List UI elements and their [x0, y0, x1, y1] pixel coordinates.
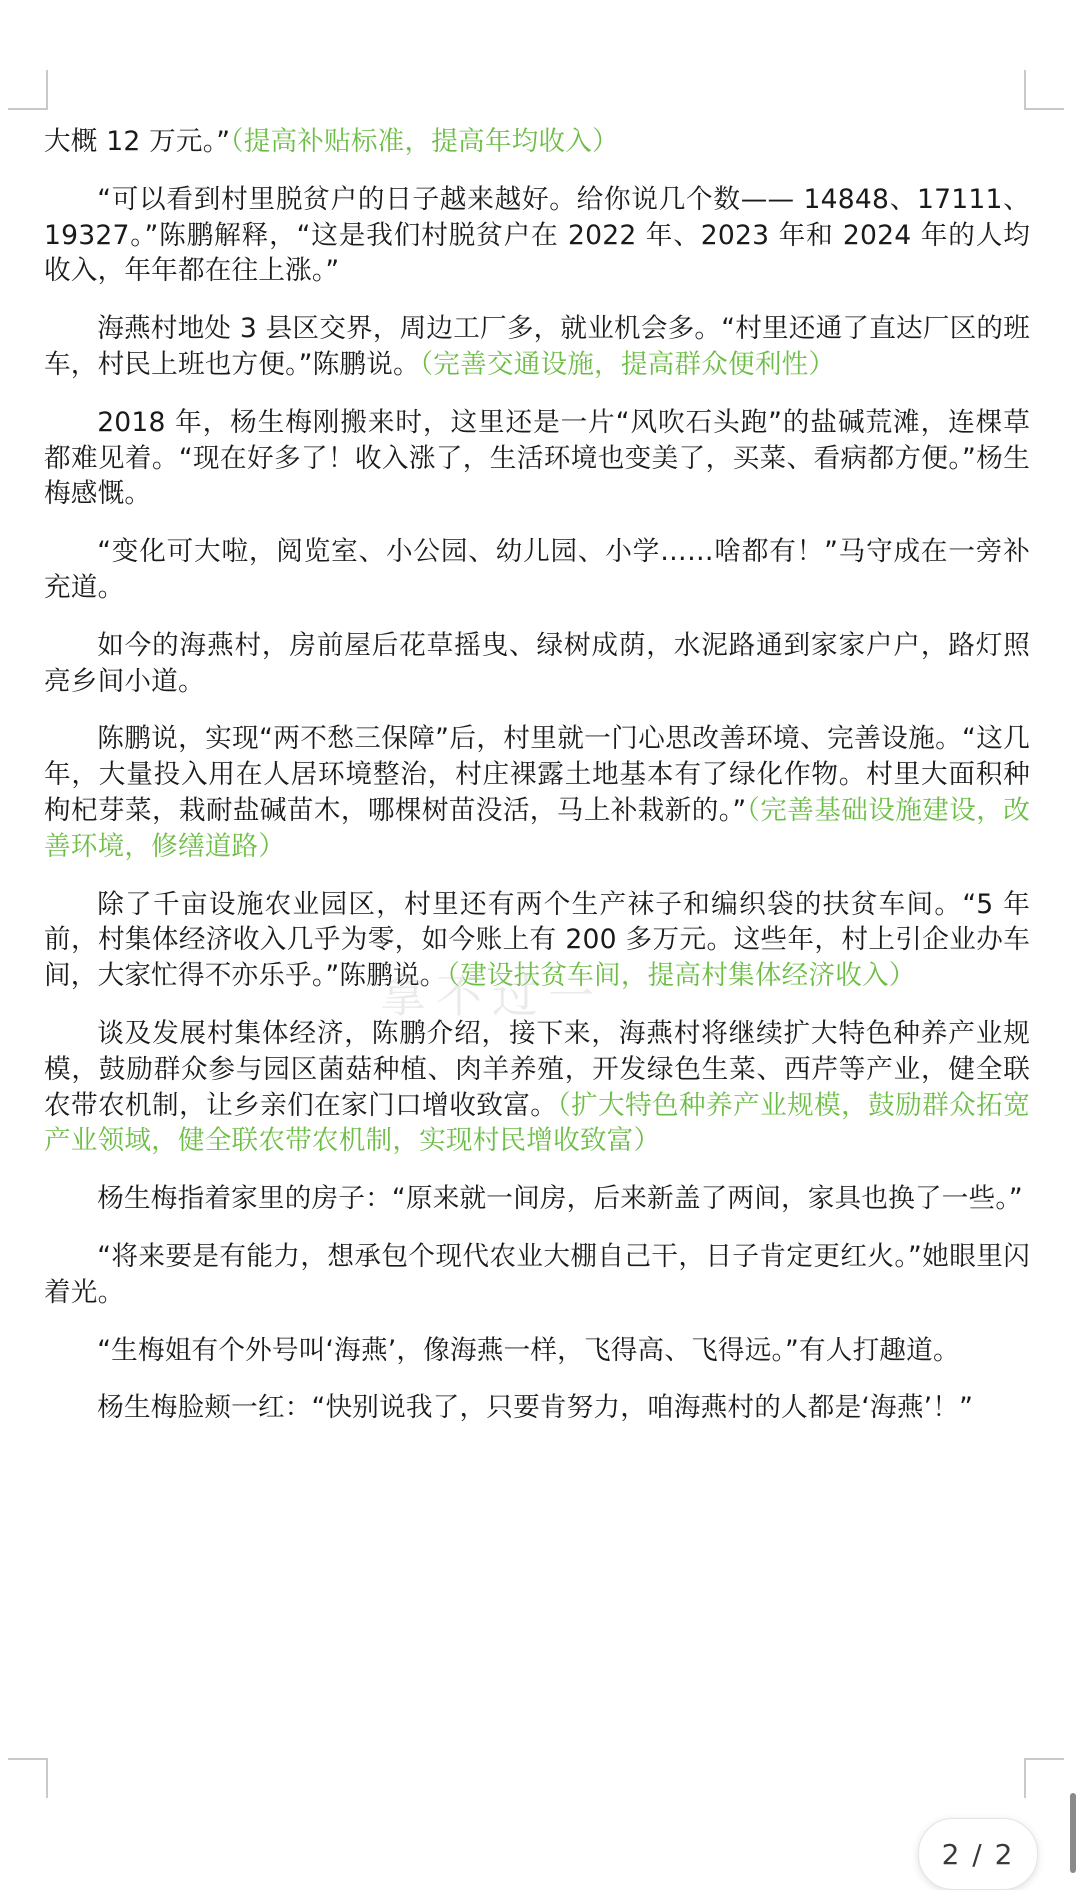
- page-indicator-label: 2 / 2: [941, 1837, 1015, 1871]
- paragraph-1: 大概 12 万元。”（提高补贴标准，提高年均收入）: [44, 126, 619, 157]
- page-corner-bottom-left: [8, 1758, 48, 1798]
- paragraph-3: 海燕村地处 3 县区交界，周边工厂多，就业机会多。“村里还通了直达厂区的班车，村民上班也方便。”陈鹏说。（完善交通设施，提高群众便利性）: [44, 313, 1030, 380]
- page-corner-top-right: [1024, 70, 1064, 110]
- paragraph-12: “生梅姐有个外号叫‘海燕’，像海燕一样，飞得高、飞得远。”有人打趣道。: [97, 1334, 960, 1366]
- scrollbar-thumb[interactable]: [1070, 1793, 1076, 1873]
- annotation-note: （扩大特色种养产业规模，鼓励群众拓宽产业领域，健全联农带农机制，实现村民增收致富）: [44, 1089, 1030, 1157]
- paragraph-13: 杨生梅脸颊一红：“快别说我了，只要肯努力，咱海燕村的人都是‘海燕’！”: [97, 1392, 974, 1424]
- annotation-note: （完善交通设施，提高群众便利性）: [419, 348, 836, 380]
- paragraph-5: “变化可大啦，阅览室、小公园、幼儿园、小学……啥都有！”马守成在一旁补充道。: [44, 536, 1030, 603]
- paragraph-4: 2018 年，杨生梅刚搬来时，这里还是一片“风吹石头跑”的盐碱荒滩，连棵草都难见着。“现在好多了！收入涨了，生活环境也变美了，买菜、看病都方便。”杨生梅感慨。: [44, 406, 1030, 510]
- annotation-note: （建设扶贫车间，提高村集体经济收入）: [446, 960, 916, 992]
- document-body: [44, 124, 1030, 1448]
- page-indicator[interactable]: [918, 1818, 1038, 1890]
- page-corner-top-left: [8, 70, 48, 110]
- annotation-note: （完善基础设施建设，改善环境，修缮道路）: [44, 794, 1030, 862]
- paragraph-7: 陈鹏说，实现“两不愁三保障”后，村里就一门心思改善环境、完善设施。“这几年，大量投入用在人居环境整治，村庄裸露土地基本有了绿化作物。村里大面积种枸杞芽菜，栽耐盐碱苗木，哪棵树苗没活，马上补栽新的。”（完善基础设施建设，改善环境，修缮道路）: [44, 723, 1030, 862]
- paragraph-2: “可以看到村里脱贫户的日子越来越好。给你说几个数—— 14848、17111、19327。”陈鹏解释，“这是我们村脱贫户在 2022 年、2023 年和 2024 年的人均收入，年年都在往上涨。”: [44, 183, 1030, 287]
- page-corner-bottom-right: [1024, 1758, 1064, 1798]
- watermark: 拿不过一: [380, 969, 604, 1023]
- annotation-note: （提高补贴标准，提高年均收入）: [230, 126, 619, 157]
- paragraph-6: 如今的海燕村，房前屋后花草摇曳、绿树成荫，水泥路通到家家户户，路灯照亮乡间小道。: [44, 629, 1030, 697]
- paragraph-9: 谈及发展村集体经济，陈鹏介绍，接下来，海燕村将继续扩大特色种养产业规模，鼓励群众参与园区菌菇种植、肉羊养殖，开发绿色生菜、西芹等产业，健全联农带农机制，让乡亲们在家门口增收致富。（扩大特色种养产业规模，鼓励群众拓宽产业领域，健全联农带农机制，实现村民增收致富）: [44, 1017, 1030, 1157]
- paragraph-8: 除了千亩设施农业园区，村里还有两个生产袜子和编织袋的扶贫车间。“5 年前，村集体经济收入几乎为零，如今账上有 200 多万元。这些年，村上引企业办车间，大家忙得不亦乐乎。”陈鹏说。（建设扶贫车间，提高村集体经济收入）: [44, 888, 1030, 992]
- paragraph-11: “将来要是有能力，想承包个现代农业大棚自己干，日子肯定更红火。”她眼里闪着光。: [44, 1240, 1030, 1308]
- paragraph-10: 杨生梅指着家里的房子：“原来就一间房，后来新盖了两间，家具也换了一些。”: [97, 1183, 1023, 1215]
